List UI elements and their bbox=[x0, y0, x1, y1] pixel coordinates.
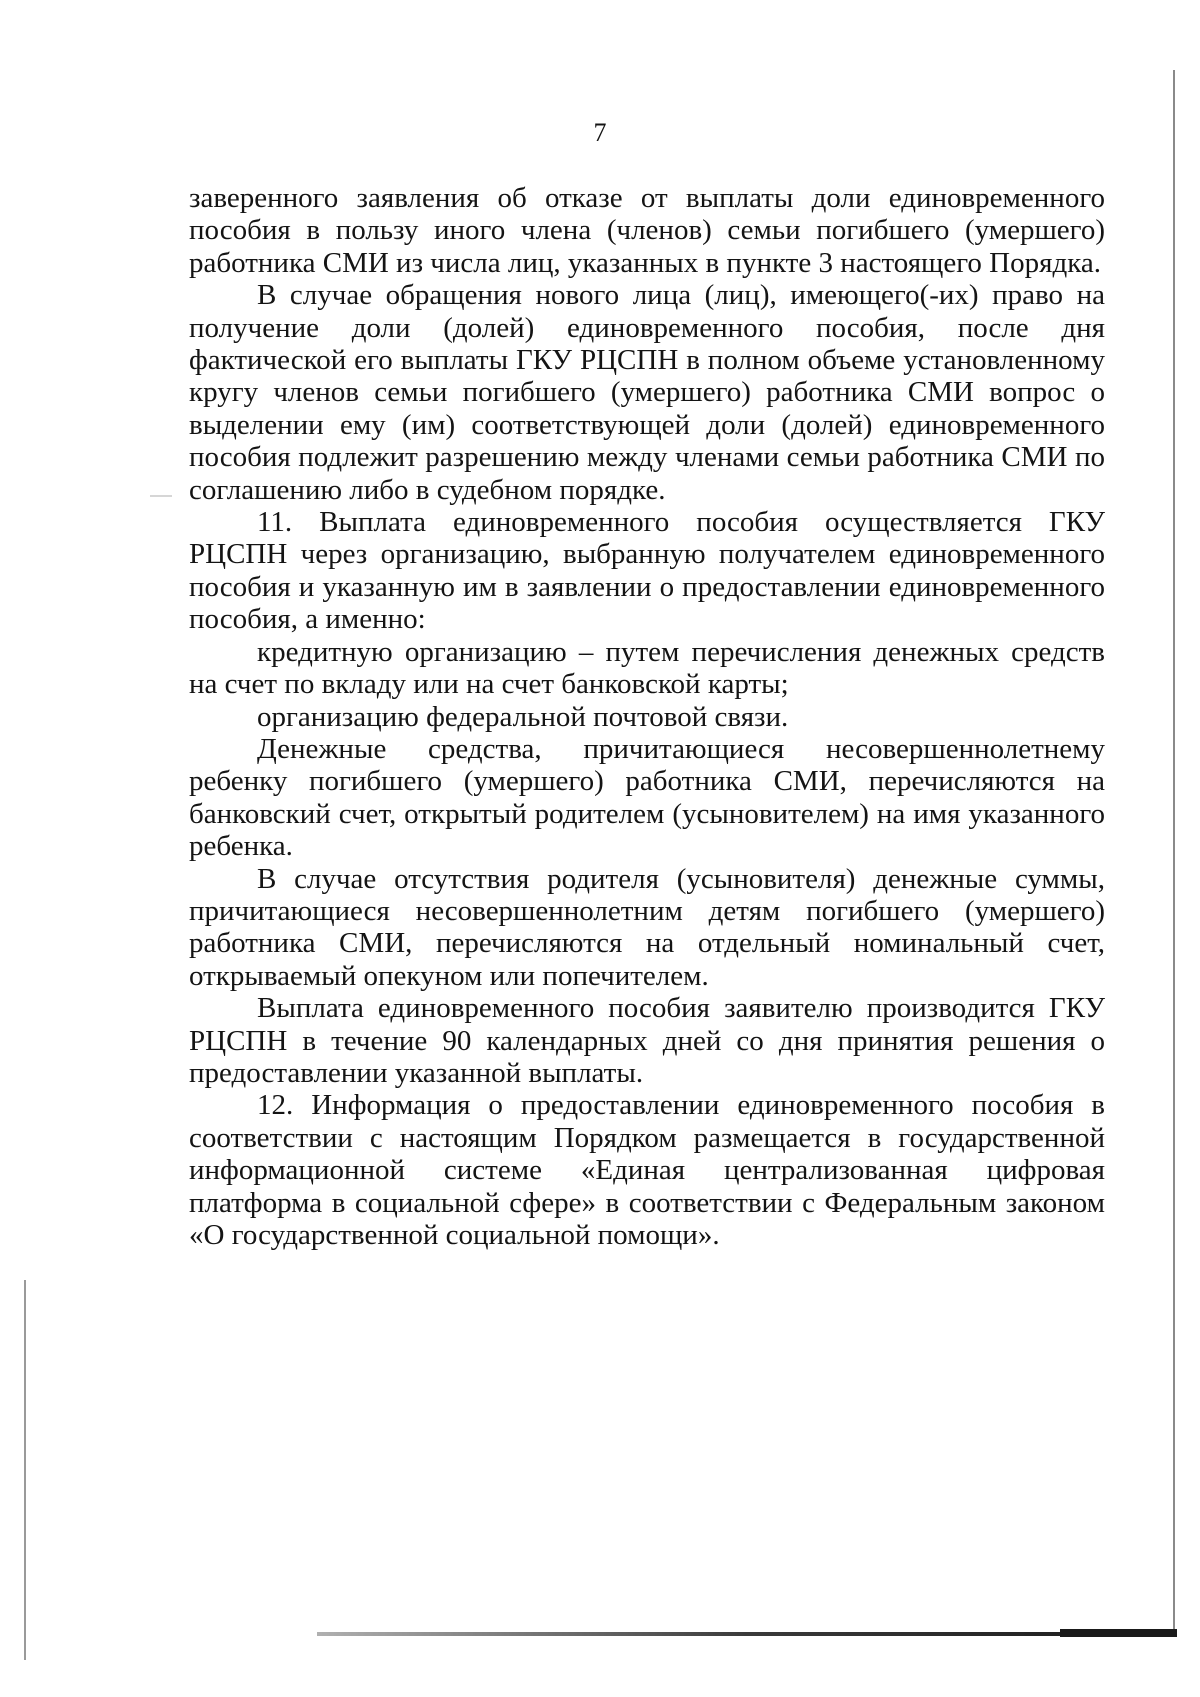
paragraph-continuation: заверенного заявления об отказе от выплаты доли единовременного пособия в пользу иного члена (членов) семьи погибшего (умершего) работника СМИ из числа лиц, указанных в пункте 3 настоящего Порядка. bbox=[189, 182, 1105, 279]
scan-bottom-line bbox=[317, 1632, 1177, 1636]
paragraph-credit-organization: кредитную организацию – путем перечисления денежных средств на счет по вкладу или на счет банковской карты; bbox=[189, 635, 1105, 701]
paragraph-no-parent: В случае отсутствия родителя (усыновителя) денежные суммы, причитающиеся несовершеннолетним детям погибшего (умершего) работника СМИ, перечисляются на отдельный номинальный счет, открываемый опекуном или попечителем. bbox=[189, 862, 1105, 992]
page-number: 7 bbox=[593, 118, 607, 147]
scan-speck bbox=[150, 495, 172, 497]
paragraph-payment-term: Выплата единовременного пособия заявителю производится ГКУ РЦСПН в течение 90 календарных дней со дня принятия решения о предоставлении указанной выплаты. bbox=[189, 992, 1105, 1089]
scan-bottom-line-thick bbox=[1060, 1629, 1177, 1637]
paragraph-postal-organization: организацию федеральной почтовой связи. bbox=[257, 700, 789, 733]
paragraph-minor-child-funds: Денежные средства, причитающиеся несовершеннолетнему ребенку погибшего (умершего) работника СМИ, перечисляются на банковский счет, открытый родителем (усыновителем) на имя указанного ребенка. bbox=[189, 732, 1105, 863]
scan-edge-right bbox=[1173, 70, 1175, 1630]
scan-edge-left bbox=[24, 1280, 26, 1660]
paragraph-item-12: 12. Информация о предоставлении единовременного пособия в соответствии с настоящим Порядком размещается в государственной информационной системе «Единая централизованная цифровая платформа в социальной сфере» в соответствии с Федеральным законом «О государственной социальной помощи». bbox=[189, 1089, 1105, 1251]
paragraph-new-claimant: В случае обращения нового лица (лиц), имеющего(-их) право на получение доли (долей) единовременного пособия, после дня фактической его выплаты ГКУ РЦСПН в полном объеме установленному кругу членов семьи погибшего (умершего) работника СМИ вопрос о выделении ему (им) соответствующей доли (долей) единовременного пособия подлежит разрешению между членами семьи работника СМИ по соглашению либо в судебном порядке. bbox=[189, 279, 1105, 506]
document-body bbox=[189, 182, 1105, 1251]
paragraph-item-11: 11. Выплата единовременного пособия осуществляется ГКУ РЦСПН через организацию, выбранную получателем единовременного пособия и указанную им в заявлении о предоставлении единовременного пособия, а именно: bbox=[189, 506, 1105, 636]
